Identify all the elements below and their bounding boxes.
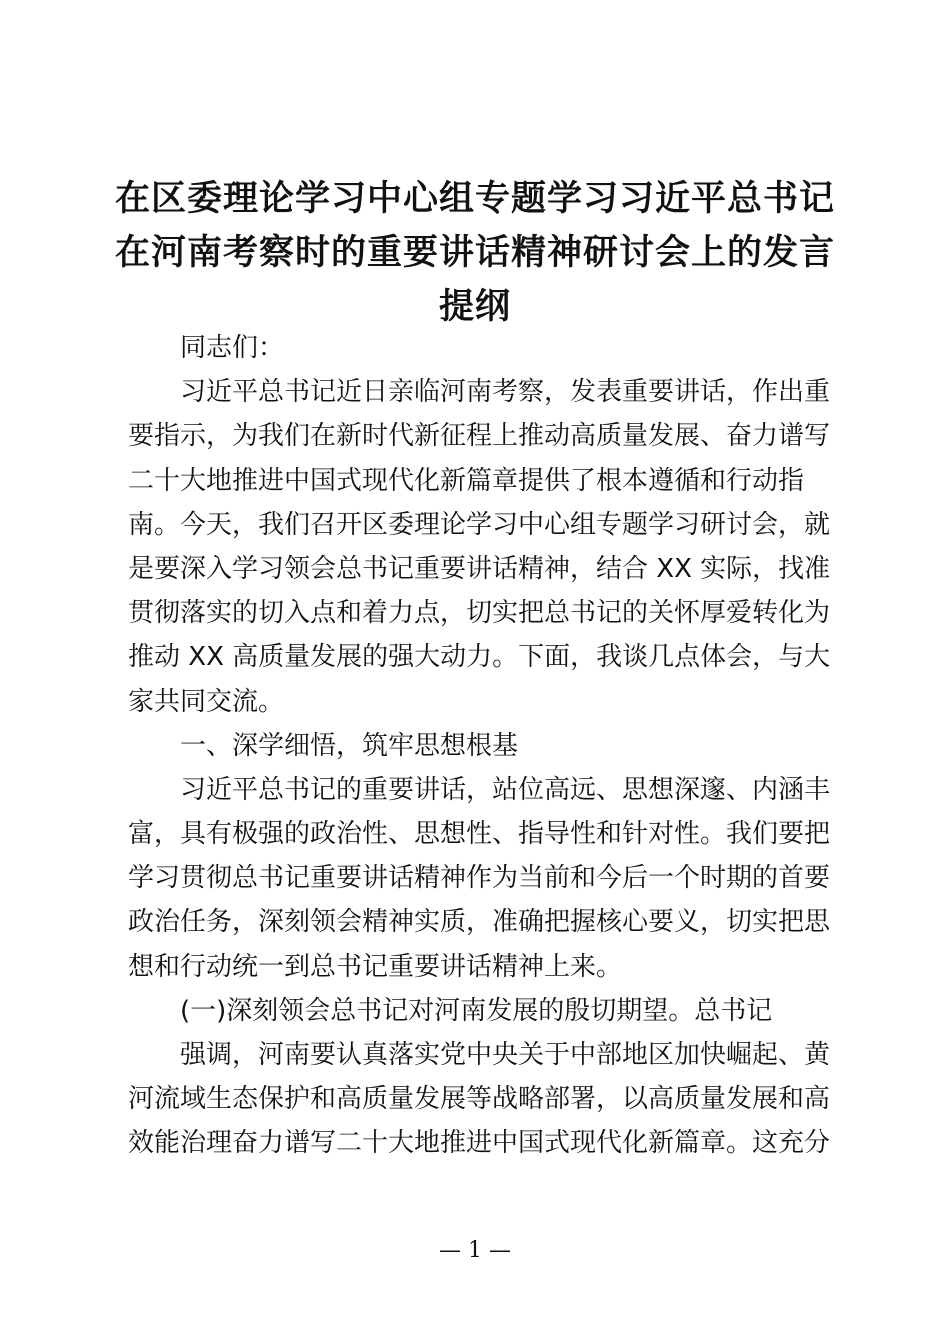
paragraph-line: 效能治理奋力谱写二十大地推进中国式现代化新篇章。这充分 xyxy=(128,1128,831,1159)
paragraph-line: 习近平总书记的重要讲话，站位高远、思想深邃、内涵丰 xyxy=(180,774,831,805)
document-body xyxy=(128,326,831,1166)
title-line-2: 在河南考察时的重要讲话精神研讨会上的发言 xyxy=(114,233,835,273)
paragraph-line: 政治任务，深刻领会精神实质，准确把握核心要义，切实把思 xyxy=(128,907,831,938)
paragraph-line: 强调，河南要认真落实党中央关于中部地区加快崛起、黄 xyxy=(180,1040,831,1070)
paragraph-line: 习近平总书记近日亲临河南考察，发表重要讲话，作出重 xyxy=(180,377,831,408)
paragraph-line: 是要深入学习领会总书记重要讲话精神，结合 XX 实际，找准 xyxy=(128,553,831,584)
page-number: — 1 — xyxy=(439,1238,511,1263)
paragraph-line: 南。今天，我们召开区委理论学习中心组专题学习研讨会，就 xyxy=(128,509,831,540)
paragraph-line: 二十大地推进中国式现代化新篇章提供了根本遵循和行动指 xyxy=(128,465,805,496)
document-title xyxy=(110,172,840,334)
paragraph-line: 想和行动统一到总书记重要讲话精神上来。 xyxy=(128,951,623,982)
salutation: 同志们： xyxy=(180,333,285,363)
title-line-3: 提纲 xyxy=(438,287,511,327)
title-line-1: 在区委理论学习中心组专题学习习近平总书记 xyxy=(114,179,835,219)
subsection-heading: (一)深刻领会总书记对河南发展的殷切期望。总书记 xyxy=(180,995,773,1026)
paragraph-line: 推动 XX 高质量发展的强大动力。下面，我谈几点体会，与大 xyxy=(128,642,831,673)
paragraph-line: 要指示，为我们在新时代新征程上推动高质量发展、奋力谱写 xyxy=(128,421,831,452)
paragraph-line: 河流域生态保护和高质量发展等战略部署，以高质量发展和高 xyxy=(128,1084,831,1115)
section-heading: 一、深学细悟，筑牢思想根基 xyxy=(180,730,519,761)
paragraph-line: 学习贯彻总书记重要讲话精神作为当前和今后一个时期的首要 xyxy=(128,863,831,894)
paragraph-line: 家共同交流。 xyxy=(128,686,285,717)
paragraph-line: 贯彻落实的切入点和着力点，切实把总书记的关怀厚爱转化为 xyxy=(128,598,831,629)
paragraph-line: 富，具有极强的政治性、思想性、指导性和针对性。我们要把 xyxy=(128,819,831,850)
